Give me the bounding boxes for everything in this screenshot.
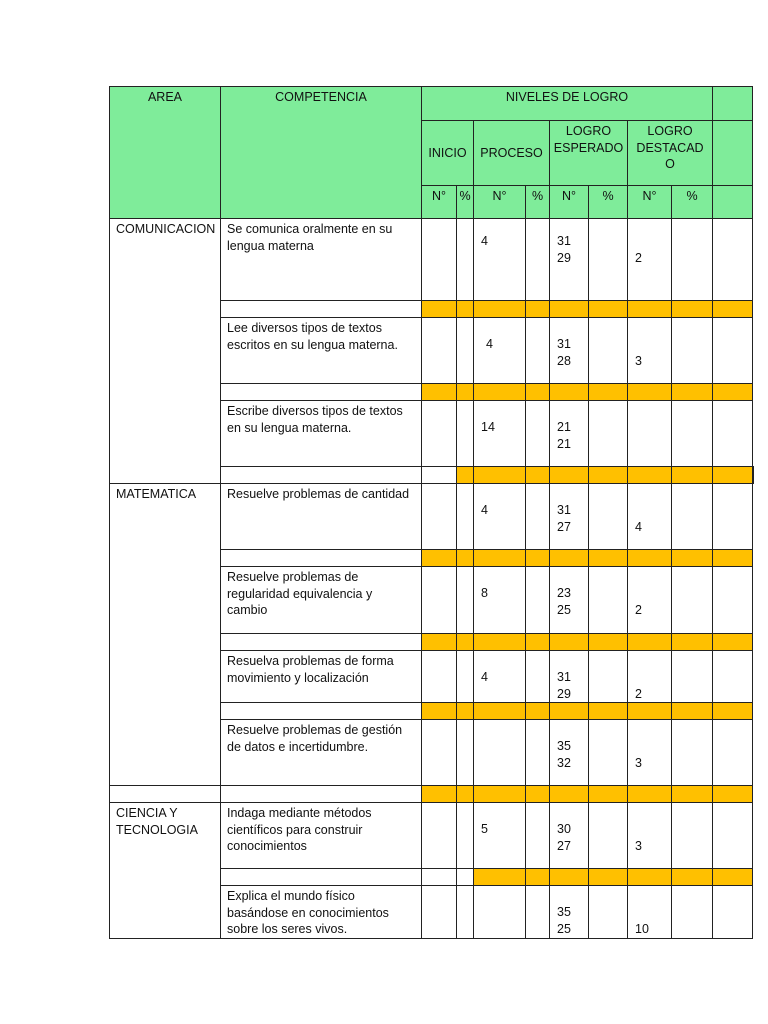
proceso-n-cell: 4 <box>474 219 526 301</box>
proceso-n-cell: 4 <box>474 484 526 550</box>
competencia-cell <box>221 651 422 703</box>
esperado-value: 31 <box>557 234 571 248</box>
highlight-cell <box>526 634 550 651</box>
header-inicio: INICIO <box>422 121 474 186</box>
table-row <box>110 484 754 550</box>
highlight-cell <box>628 869 672 886</box>
inicio-pct-cell <box>457 720 474 786</box>
header-proceso: PROCESO <box>474 121 550 186</box>
destacado-pct-cell <box>672 318 713 384</box>
esperado-n-cell <box>550 720 589 786</box>
area-comunicacion: COMUNICACION <box>110 219 221 484</box>
header-logro-destacado <box>628 121 713 186</box>
highlight-cell <box>713 550 753 567</box>
inicio-pct-cell <box>457 803 474 869</box>
proceso-pct-cell <box>526 651 550 703</box>
competencia-line: científicos para construir <box>227 822 363 837</box>
header-logro-destacado-line: O <box>665 157 675 171</box>
highlight-cell <box>672 467 713 484</box>
competencia-cell <box>221 318 422 384</box>
proceso-pct-cell <box>526 484 550 550</box>
destacado-n-cell <box>628 720 672 786</box>
highlight-cell <box>628 786 672 803</box>
highlight-cell <box>628 703 672 720</box>
highlight-cell <box>713 384 753 401</box>
competencia-cell <box>221 803 422 869</box>
esperado-value: 35 <box>557 739 571 753</box>
destacado-value: 3 <box>635 353 642 368</box>
highlight-cell <box>672 786 713 803</box>
competencia-line: Resuelve problemas de <box>227 570 359 584</box>
spacer-cell <box>221 384 422 401</box>
destacado-n-cell <box>628 401 672 467</box>
highlight-cell <box>474 634 526 651</box>
competencia-cell <box>221 720 422 786</box>
highlight-cell <box>526 786 550 803</box>
destacado-n-cell <box>628 567 672 634</box>
inicio-pct-cell <box>457 484 474 550</box>
competencia-line: Escribe diversos tipos de textos <box>227 404 403 418</box>
destacado-n-cell <box>628 803 672 869</box>
header-niveles: NIVELES DE LOGRO <box>422 87 713 121</box>
highlight-cell <box>753 467 754 484</box>
highlight-cell <box>713 786 753 803</box>
highlight-cell <box>589 703 628 720</box>
competencia-cell <box>221 484 422 550</box>
highlight-cell <box>457 467 474 484</box>
extra-cell <box>713 567 753 634</box>
extra-cell <box>713 651 753 703</box>
esperado-pct-cell <box>589 401 628 467</box>
proceso-n-cell: 8 <box>474 567 526 634</box>
inicio-n-cell <box>422 401 457 467</box>
header-logro-esperado-line: ESPERADO <box>553 140 624 155</box>
spacer-cell <box>221 869 422 886</box>
highlight-cell <box>457 703 474 720</box>
esperado-value: 25 <box>557 602 571 617</box>
proceso-n-cell: 14 <box>474 401 526 467</box>
esperado-value: 28 <box>557 353 571 368</box>
highlight-cell <box>526 869 550 886</box>
highlight-cell <box>526 467 550 484</box>
destacado-pct-cell <box>672 219 713 301</box>
destacado-value: 4 <box>635 519 642 534</box>
spacer-cell <box>422 869 457 886</box>
highlight-cell <box>672 869 713 886</box>
highlight-cell <box>550 550 589 567</box>
header-logro-destacado-line: LOGRO <box>647 124 693 138</box>
spacer-cell <box>221 634 422 651</box>
competencia-line: en su lengua materna. <box>227 420 352 435</box>
inicio-pct-cell <box>457 651 474 703</box>
area-ciencia-tecnologia <box>110 803 221 939</box>
table-row <box>110 803 754 869</box>
spacer-cell <box>221 467 422 484</box>
header-esperado-n: N° <box>550 186 589 219</box>
highlight-cell <box>457 634 474 651</box>
competencia-line: sobre los seres vivos. <box>227 922 348 936</box>
destacado-value: 3 <box>635 838 642 853</box>
inicio-n-cell <box>422 318 457 384</box>
competencia-line: Resuelve problemas de gestión <box>227 723 403 737</box>
proceso-pct-cell <box>526 886 550 939</box>
highlight-cell <box>550 301 589 318</box>
highlight-cell <box>474 703 526 720</box>
esperado-value: 27 <box>557 838 571 853</box>
extra-cell <box>713 401 753 467</box>
proceso-n-cell <box>474 720 526 786</box>
table-row <box>110 219 754 301</box>
esperado-pct-cell <box>589 318 628 384</box>
competencia-line: conocimientos <box>227 839 307 853</box>
spacer-cell <box>422 467 457 484</box>
header-area: AREA <box>110 87 221 219</box>
esperado-n-cell <box>550 567 589 634</box>
proceso-pct-cell <box>526 219 550 301</box>
highlight-cell <box>672 703 713 720</box>
inicio-pct-cell <box>457 886 474 939</box>
esperado-n-cell <box>550 401 589 467</box>
competencia-line: Lee diversos tipos de textos <box>227 321 382 335</box>
esperado-n-cell <box>550 219 589 301</box>
competencia-line: regularidad equivalencia y <box>227 586 373 601</box>
inicio-pct-cell <box>457 219 474 301</box>
inicio-n-cell <box>422 567 457 634</box>
destacado-n-cell <box>628 651 672 703</box>
logro-table <box>109 86 754 939</box>
inicio-n-cell <box>422 803 457 869</box>
esperado-value: 25 <box>557 921 571 936</box>
destacado-pct-cell <box>672 720 713 786</box>
spacer-cell <box>221 786 422 803</box>
destacado-pct-cell <box>672 886 713 939</box>
highlight-cell <box>550 703 589 720</box>
area-matematica: MATEMATICA <box>110 484 221 786</box>
highlight-cell <box>672 634 713 651</box>
proceso-pct-cell <box>526 401 550 467</box>
competencia-line: movimiento y localización <box>227 670 369 685</box>
highlight-cell <box>672 550 713 567</box>
highlight-cell <box>713 634 753 651</box>
extra-cell <box>713 219 753 301</box>
competencia-line: basándose en conocimientos <box>227 905 389 920</box>
area-line: CIENCIA Y <box>116 806 178 820</box>
header-competencia: COMPETENCIA <box>221 87 422 219</box>
highlight-cell <box>672 301 713 318</box>
highlight-cell <box>589 869 628 886</box>
highlight-cell <box>589 634 628 651</box>
inicio-n-cell <box>422 219 457 301</box>
destacado-n-cell <box>628 886 672 939</box>
inicio-n-cell <box>422 651 457 703</box>
esperado-value: 35 <box>557 905 571 919</box>
highlight-cell <box>550 467 589 484</box>
spacer-cell <box>110 786 221 803</box>
highlight-cell <box>422 384 457 401</box>
esperado-pct-cell <box>589 484 628 550</box>
extra-cell <box>713 720 753 786</box>
highlight-cell <box>713 467 753 484</box>
extra-cell <box>713 484 753 550</box>
destacado-value: 2 <box>635 250 642 265</box>
competencia-line: cambio <box>227 603 268 617</box>
competencia-line: Explica el mundo físico <box>227 889 355 903</box>
esperado-value: 31 <box>557 503 571 517</box>
spacer-cell <box>457 869 474 886</box>
proceso-n-cell: 4 <box>474 651 526 703</box>
inicio-n-cell <box>422 886 457 939</box>
highlight-cell <box>589 301 628 318</box>
highlight-cell <box>474 786 526 803</box>
extra-cell <box>713 886 753 939</box>
esperado-value: 31 <box>557 337 571 351</box>
competencia-line: escritos en su lengua materna. <box>227 337 398 352</box>
inicio-n-cell <box>422 484 457 550</box>
highlight-cell <box>526 550 550 567</box>
inicio-pct-cell <box>457 318 474 384</box>
highlight-cell <box>457 384 474 401</box>
highlight-cell <box>550 869 589 886</box>
destacado-n-cell <box>628 219 672 301</box>
proceso-pct-cell <box>526 720 550 786</box>
esperado-n-cell <box>550 651 589 703</box>
competencia-cell <box>221 567 422 634</box>
esperado-value: 30 <box>557 822 571 836</box>
inicio-pct-cell <box>457 567 474 634</box>
highlight-cell <box>474 869 526 886</box>
competencia-line: Resuelva problemas de forma <box>227 654 394 668</box>
spacer-cell <box>221 550 422 567</box>
esperado-value: 23 <box>557 586 571 600</box>
esperado-pct-cell <box>589 651 628 703</box>
header-inicio-n: N° <box>422 186 457 219</box>
spacer-cell <box>221 301 422 318</box>
header-empty-cell <box>713 121 753 186</box>
esperado-n-cell <box>550 886 589 939</box>
highlight-cell <box>526 703 550 720</box>
competencia-line: Resuelve problemas de cantidad <box>227 487 410 501</box>
highlight-cell <box>713 301 753 318</box>
highlight-cell <box>713 869 753 886</box>
highlight-cell <box>474 384 526 401</box>
highlight-cell <box>422 703 457 720</box>
highlight-cell <box>422 550 457 567</box>
highlight-cell <box>526 301 550 318</box>
highlight-cell <box>457 550 474 567</box>
highlight-cell <box>672 384 713 401</box>
destacado-value: 3 <box>635 755 642 770</box>
esperado-n-cell <box>550 484 589 550</box>
destacado-value: 10 <box>635 921 649 936</box>
proceso-n-cell: 4 <box>474 318 526 384</box>
competencia-cell <box>221 886 422 939</box>
esperado-pct-cell <box>589 567 628 634</box>
destacado-n-cell <box>628 318 672 384</box>
esperado-pct-cell <box>589 886 628 939</box>
area-line: TECNOLOGIA <box>116 822 198 837</box>
destacado-value: 2 <box>635 602 642 617</box>
highlight-cell <box>457 786 474 803</box>
competencia-line: Indaga mediante métodos <box>227 806 372 820</box>
highlight-cell <box>589 384 628 401</box>
highlight-cell <box>628 467 672 484</box>
competencia-cell <box>221 401 422 467</box>
highlight-cell <box>628 550 672 567</box>
esperado-value: 32 <box>557 755 571 770</box>
destacado-pct-cell <box>672 401 713 467</box>
proceso-pct-cell <box>526 803 550 869</box>
esperado-n-cell <box>550 318 589 384</box>
destacado-pct-cell <box>672 803 713 869</box>
highlight-cell <box>422 634 457 651</box>
esperado-value: 31 <box>557 670 571 684</box>
esperado-pct-cell <box>589 219 628 301</box>
esperado-pct-cell <box>589 720 628 786</box>
header-esperado-pct: % <box>589 186 628 219</box>
highlight-cell <box>628 634 672 651</box>
header-inicio-pct: % <box>457 186 474 219</box>
esperado-value: 29 <box>557 250 571 265</box>
highlight-cell <box>628 384 672 401</box>
highlight-cell <box>457 301 474 318</box>
inicio-pct-cell <box>457 401 474 467</box>
destacado-value: 2 <box>635 686 642 701</box>
header-destacado-pct: % <box>672 186 713 219</box>
header-logro-esperado <box>550 121 628 186</box>
extra-cell <box>713 803 753 869</box>
destacado-pct-cell <box>672 567 713 634</box>
highlight-cell <box>589 786 628 803</box>
highlight-cell <box>474 467 526 484</box>
spacer-row <box>110 786 754 803</box>
proceso-n-cell <box>474 886 526 939</box>
proceso-pct-cell <box>526 318 550 384</box>
competencia-line: lengua materna <box>227 238 314 253</box>
header-empty-cell <box>713 87 753 121</box>
esperado-pct-cell <box>589 803 628 869</box>
highlight-cell <box>589 467 628 484</box>
highlight-cell <box>589 550 628 567</box>
highlight-cell <box>474 301 526 318</box>
highlight-cell <box>713 703 753 720</box>
esperado-n-cell <box>550 803 589 869</box>
highlight-cell <box>474 550 526 567</box>
header-empty-cell <box>713 186 753 219</box>
header-logro-destacado-line: DESTACAD <box>636 140 704 155</box>
header-logro-esperado-line: LOGRO <box>565 124 612 138</box>
header-destacado-n: N° <box>628 186 672 219</box>
competencia-line: Se comunica oralmente en su <box>227 222 393 236</box>
esperado-value: 29 <box>557 686 571 701</box>
esperado-value: 27 <box>557 519 571 534</box>
spacer-cell <box>221 703 422 720</box>
highlight-cell <box>550 384 589 401</box>
highlight-cell <box>422 301 457 318</box>
highlight-cell <box>550 786 589 803</box>
proceso-pct-cell <box>526 567 550 634</box>
highlight-cell <box>526 384 550 401</box>
header-proceso-n: N° <box>474 186 526 219</box>
esperado-value: 21 <box>557 420 571 434</box>
inicio-n-cell <box>422 720 457 786</box>
proceso-n-cell: 5 <box>474 803 526 869</box>
extra-cell <box>713 318 753 384</box>
header-proceso-pct: % <box>526 186 550 219</box>
esperado-value: 21 <box>557 436 571 451</box>
highlight-cell <box>422 786 457 803</box>
highlight-cell <box>628 301 672 318</box>
destacado-pct-cell <box>672 651 713 703</box>
destacado-pct-cell <box>672 484 713 550</box>
destacado-n-cell <box>628 484 672 550</box>
competencia-line: de datos e incertidumbre. <box>227 739 369 754</box>
highlight-cell <box>550 634 589 651</box>
competencia-cell <box>221 219 422 301</box>
